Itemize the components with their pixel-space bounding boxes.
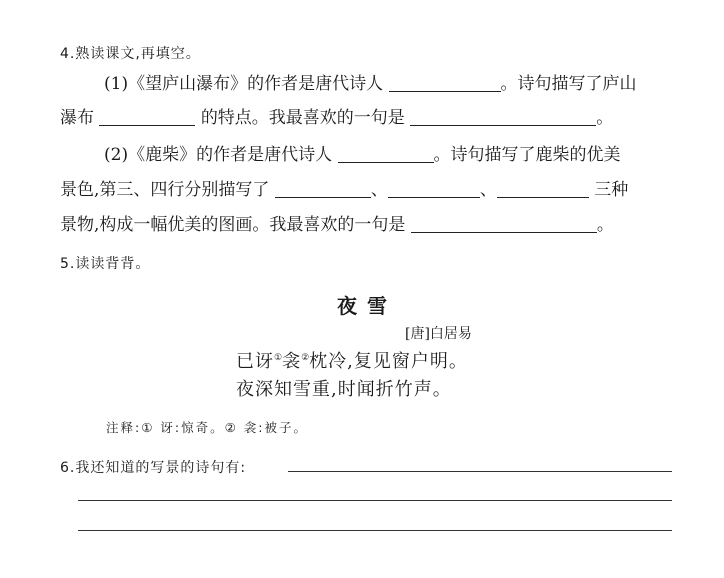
poem-line-1-c: 枕冷,复见窗户明。: [309, 351, 468, 372]
answer-line-3[interactable]: [78, 530, 672, 531]
q4-p1-line1: [104, 72, 637, 96]
q4-p2-text-b: 。诗句描写了鹿柴的优美: [433, 145, 621, 165]
q4-p2-text-a: (2)《鹿柴》的作者是唐代诗人: [104, 145, 333, 165]
q4-p1-text-c: 瀑布: [60, 108, 94, 128]
q4-p2-line2: [60, 178, 628, 202]
q4-p1-text-b: 。诗句描写了庐山: [500, 74, 637, 94]
blank-scene-1[interactable]: [275, 181, 371, 198]
q4-p2-text-d: 三种: [594, 180, 629, 200]
q4-p1-text-a: (1)《望庐山瀑布》的作者是唐代诗人: [104, 74, 384, 94]
blank-scene-2[interactable]: [388, 181, 480, 198]
q4-p2-sep-2: 、: [479, 180, 497, 200]
answer-line-1[interactable]: [288, 471, 672, 472]
answer-line-2[interactable]: [78, 500, 672, 501]
blank-scene-3[interactable]: [497, 181, 589, 198]
footnote-mark-1: ①: [274, 353, 283, 363]
q6-heading: 6.我还知道的写景的诗句有:: [60, 460, 247, 476]
blank-waterfall-feature[interactable]: [99, 109, 195, 126]
blank-favorite-line-1[interactable]: [410, 109, 596, 126]
poem-line-2: 夜深知雪重,时闻折竹声。: [236, 379, 452, 400]
q4-p2-line1: [104, 143, 621, 167]
q4-p2-line3: [60, 213, 614, 237]
poem-author: [唐]白居易: [405, 326, 472, 342]
poem-title: 夜雪: [337, 294, 397, 318]
poem-line-1-b: 衾: [282, 351, 302, 372]
poem-line-1: [236, 346, 468, 374]
q4-p2-text-c: 景色,第三、四行分别描写了: [60, 180, 270, 200]
blank-poet-1[interactable]: [389, 75, 501, 92]
q4-p1-text-e: 。: [596, 108, 614, 128]
q5-heading: 5.读读背背。: [60, 256, 151, 272]
q4-p2-sep-1: 、: [370, 180, 388, 200]
poem-note: 注释:① 讶:惊奇。② 衾:被子。: [106, 420, 308, 435]
q4-heading: 4.熟读课文,再填空。: [60, 46, 201, 62]
blank-poet-2[interactable]: [338, 146, 434, 163]
q4-p2-text-e: 景物,构成一幅优美的图画。我最喜欢的一句是: [60, 215, 406, 235]
blank-favorite-line-2[interactable]: [411, 216, 597, 233]
q4-p2-text-f: 。: [596, 215, 614, 235]
q4-p1-line2: [60, 106, 613, 130]
poem-line-1-a: 已讶: [236, 351, 274, 372]
q4-p1-text-d: 的特点。我最喜欢的一句是: [200, 108, 405, 128]
footnote-mark-2: ②: [301, 353, 310, 363]
